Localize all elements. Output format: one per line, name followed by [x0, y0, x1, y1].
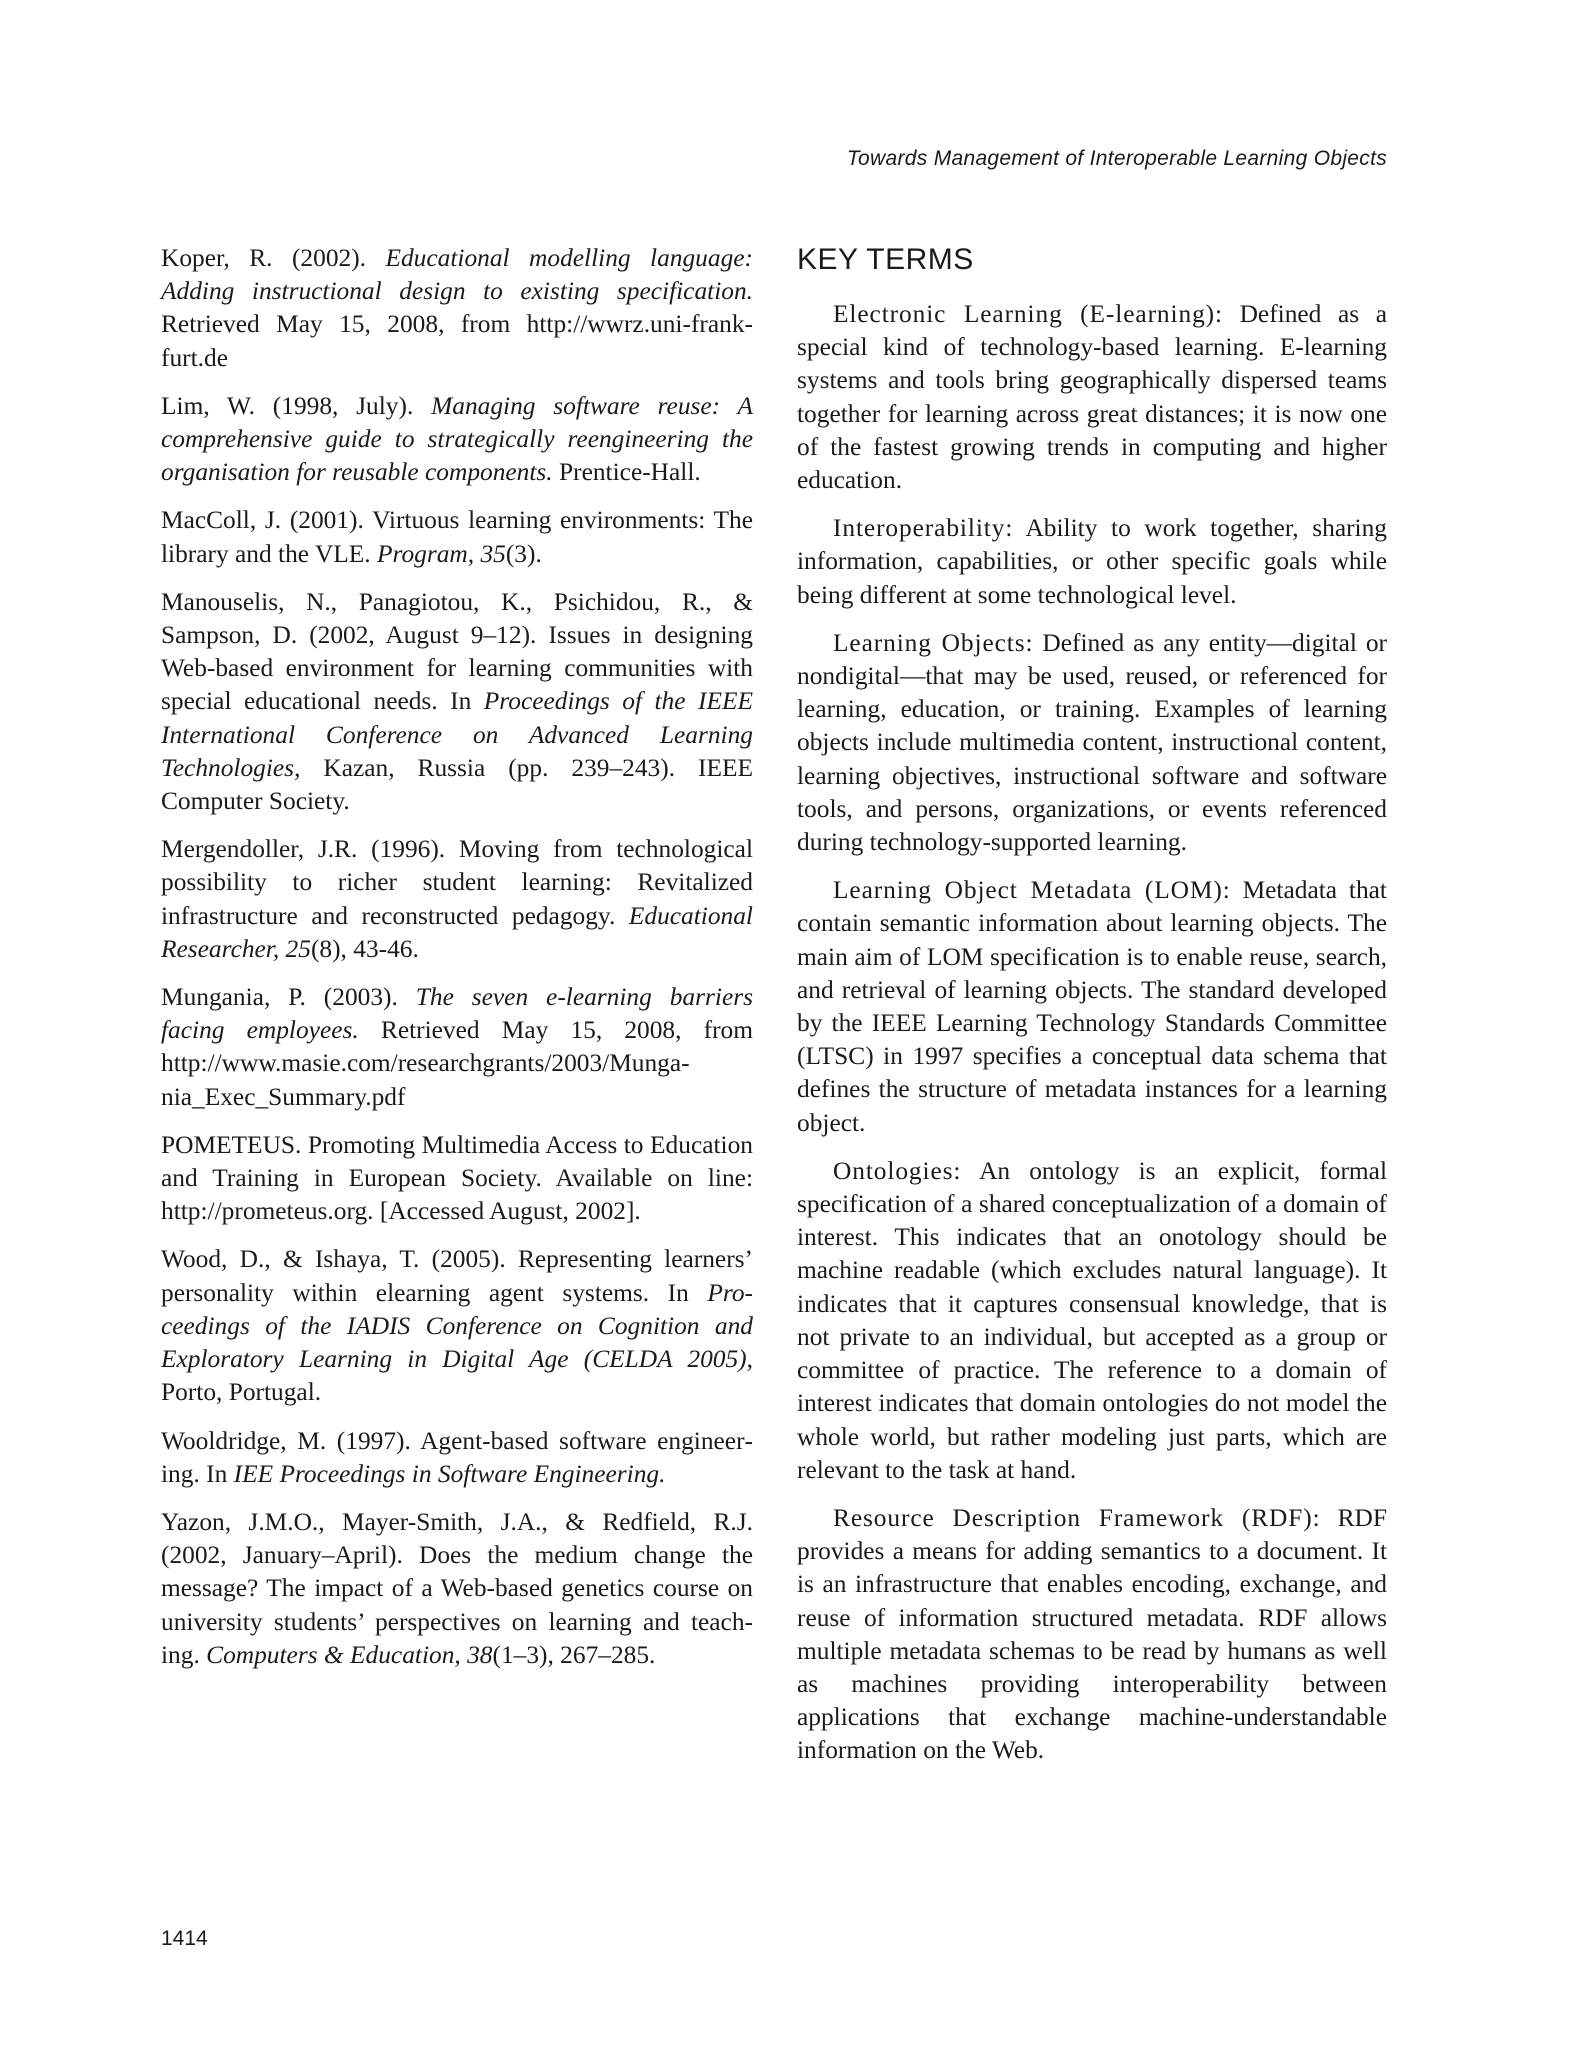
reference-entry: Manouselis, N., Panagiotou, K., Psichidou, R., & Sampson, D. (2002, August 9–12). Issues in designing Web-based environment for learning communities with special educational needs. In Proceedings of the IEEE International Conference on Advanced Learning Technologies, Kazan, Russia (pp. 239–243). IEEE Computer Society. [161, 587, 753, 816]
key-term-entry [797, 627, 1387, 859]
key-term-definition: Defined as a special kind of technology-based learning. E-learning systems and tools bring geographically dispersed teams together for learning across great distances; it is now one of the fastest growing trends in computing and higher education. [797, 300, 1387, 495]
reference-entry: Yazon, J.M.O., Mayer-Smith, J.A., & Redfield, R.J. (2002, January–April). Does the medium change the message? The impact of a Web-based genetics course on university students’ perspectives on learning and teaching. Computers & Education, 38(1–3), 267–285. [161, 1507, 753, 1669]
reference-entry: Koper, R. (2002). Educational modelling language: Adding instructional design to existing specification. Retrieved May 15, 2008, from http://wwrz.uni-frankfurt.de [161, 244, 753, 372]
key-term-definition: An ontology is an explicit, formal specification of a shared conceptualization of a domain of interest. This indicates that an onotology should be machine readable (which excludes natural language). It indicates that it captures consensual knowledge, that is not private to an individual, but accepted as a group or committee of practice. The reference to a domain of interest indicates that domain ontologies do not model the whole world, but rather modeling just parts, which are relevant to the task at hand. [797, 1156, 1387, 1484]
key-term-definition: Ability to work together, sharing information, capabilities, or other specific goals while being different at some technological level. [797, 514, 1387, 609]
key-term-definition: Defined as any entity—digital or nondigital—that may be used, reused, or referenced for learning, education, or training. Examples of learning objects include multimedia content, instructional content, learning objectives, instructional software and software tools, and persons, organizations, or events referenced during technology-supported learning. [797, 628, 1387, 857]
key-term-label: Resource Description Framework (RDF): [833, 1503, 1321, 1532]
key-term-entry [797, 1155, 1387, 1487]
key-term-definition: Metadata that contain semantic information about learning objects. The main aim of LOM specification is to enable reuse, search, and retrieval of learning objects. The standard developed by the IEEE Learning Technology Standards Committee (LTSC) in 1997 specifies a conceptual data schema that defines the structure of metadata instances for a learning object. [797, 876, 1387, 1137]
key-term-label: Learning Object Metadata (LOM): [833, 876, 1231, 905]
key-term-label: Ontologies: [833, 1156, 962, 1185]
key-term-label: Electronic Learning (E-learning): [833, 300, 1223, 328]
reference-entry: MacColl, J. (2001). Virtuous learning environments: The library and the VLE. Program, 35(3). [161, 506, 753, 568]
key-term-label: Interoperability: [833, 514, 1014, 543]
reference-entry: Wooldridge, M. (1997). Agent-based software engineering. In IEE Proceedings in Software Engineering. [161, 1426, 753, 1488]
key-terms-column [797, 241, 1387, 1783]
key-term-entry [797, 298, 1387, 497]
references-column [161, 242, 753, 1687]
key-term-label: Learning Objects: [833, 628, 1034, 657]
reference-entry: Lim, W. (1998, July). Managing software reuse: A comprehensive guide to strategically reengineering the organisation for reusable components. Prentice-Hall. [161, 391, 753, 487]
reference-entry: POMETEUS. Promoting Multimedia Access to Education and Training in European Society. Available on line: http://prometeus.org. [Accessed August, 2002]. [161, 1130, 753, 1226]
key-term-entry [797, 1502, 1387, 1768]
key-term-entry [797, 512, 1387, 612]
key-terms-heading: KEY TERMS [797, 243, 974, 276]
running-head-title: Towards Management of Interoperable Learning Objects [846, 147, 1387, 170]
reference-entry: Mungania, P. (2003). The seven e-learning barriers facing employees. Retrieved May 15, 2008, from http://www.masie.com/researchgrants/2003/Mungania_Exec_Summary.pdf [161, 983, 753, 1111]
key-term-definition: RDF provides a means for adding semantics to a document. It is an infrastructure that enables encoding, exchange, and reuse of information structured metadata. RDF allows multiple metadata schemas to be read by humans as well as machines providing interoperability between applications that exchange machine-understandable information on the Web. [797, 1503, 1387, 1765]
reference-entry: Wood, D., & Ishaya, T. (2005). Representing learners’ personality within elearning agent systems. In Proceedings of the IADIS Conference on Cognition and Exploratory Learning in Digital Age (CELDA 2005), Porto, Portugal. [161, 1245, 753, 1407]
key-term-entry [797, 874, 1387, 1140]
page-number: 1414 [161, 1927, 208, 1950]
reference-entry: Mergendoller, J.R. (1996). Moving from technological possibility to richer student learning: Revitalized infrastructure and reconstructed pedagogy. Educational Researcher, 25(8), 43-46. [161, 835, 753, 963]
